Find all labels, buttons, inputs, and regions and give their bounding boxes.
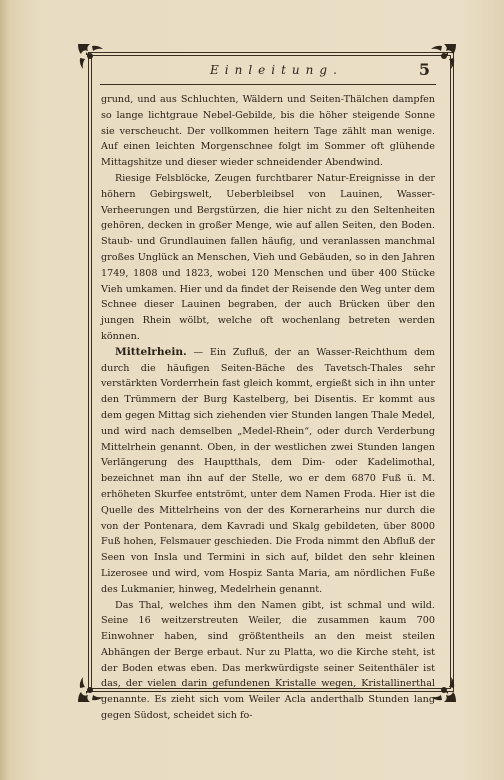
header-rule [100,84,436,85]
paragraph-text: — Ein Zufluß, der an Wasser-Reichthum dem durch die häufigen Seiten-Bäche des Tavetsch-Thales sehr verstärkten Vorderrhein fast gleich kommt, ergießt sich in ihn unter den Trümmern der Burg Kastelberg, bei Disentis. Er kommt aus dem gegen Mittag sich ziehenden vier Stunden langen Thale Medel, und wird nach demselben „Medel-Rhein“, oder durch Verderbung Mittelrhein genannt. Oben, in der westlichen zwei Stunden langen Verlängerung des Hauptthals, dem Dim- oder Kadelimothal, bezeichnet man ihn auf der Stelle, wo er dem 6870 Fuß ü. M. erhöheten Skurfee entströmt, unter dem Namen Froda. Hier ist die Quelle des Mittelrheins von der des Kornerarheins nur durch die von der Pontenara, dem Kavradi und Skalg gebildeten, über 8000 Fuß hohen, Felsmauer geschieden. Die Froda nimmt den Abfluß der Seen von Insla und Termini in sich auf, bildet den sehr kleinen Lizerosee und wird, vom Hospiz Santa Maria, am nördlichen Fuße des Lukmanier, hinweg, Medelrhein genannt. [101,346,435,595]
section-heading: Mittelrhein. [115,345,187,358]
paragraph [101,171,435,345]
paragraph [101,598,435,724]
paragraph [101,345,435,598]
paragraph-text: Riesige Felsblöcke, Zeugen furchtbarer Natur-Ereignisse in der höhern Gebirgswelt, Ueberbleibsel von Lauinen, Wasser-Verheerungen und Bergstürzen, die hier nicht zu den Seltenheiten gehören, decken in großer Menge, wie auf allen Seiten, den Boden. Staub- und Grundlauinen fallen häufig, und veranlassen manchmal großes Unglück an Menschen, Vieh und Gebäuden, so in den Jahren 1749, 1808 und 1823, wobei 120 Menschen und über 400 Stücke Vieh umkamen. Hier und da findet der Reisende den Weg unter dem Schnee dieser Lauinen begraben, der auch Brücken über den jungen Rhein wölbt, welche oft wochenlang betreten werden können. [101,172,435,342]
paragraph-text: Das Thal, welches ihm den Namen gibt, ist schmal und wild. Seine 16 weitzerstreuten Weiler, die zusammen kaum 700 Einwohner haben, sind größtentheils an den meist steilen Abhängen der Berge erbaut. Nur zu Platta, wo die Kirche steht, ist der Boden etwas eben. Das merkwürdigste seiner Seitenthäler ist das, der vielen darin gefundenen Kristalle wegen, Kristallinerthal genannte. Es zieht sich vom Weiler Acla anderthalb Stunden lang gegen Südost, scheidet sich fo- [101,599,435,722]
corner-ornament-icon [428,42,458,72]
page-header [100,60,430,82]
running-title: Einleitung. [210,63,343,77]
paragraph [101,92,435,171]
page-number: 5 [418,60,430,79]
body-text [101,92,435,724]
paragraph-text: grund, und aus Schluchten, Wäldern und Seiten-Thälchen dampfen so lange lichtgraue Nebel-Gebilde, bis die höher steigende Sonne sie verscheucht. Der vollkommen heitern Tage zählt man wenige. Auf einen leichten Morgenschnee folgt im Sommer oft glühende Mittagshitze und dieser wieder schneidender Abendwind. [101,94,435,169]
